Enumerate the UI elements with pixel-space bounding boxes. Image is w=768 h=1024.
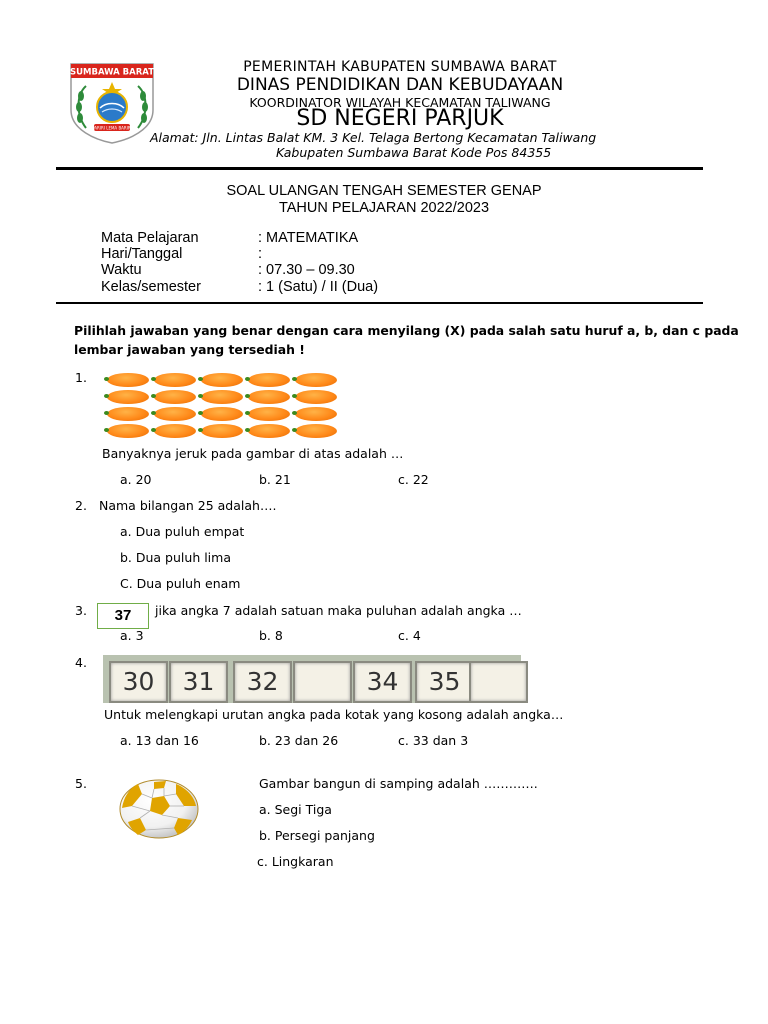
orange-fruit <box>248 424 290 438</box>
orange-fruit <box>201 424 243 438</box>
question-text: Gambar bangun di samping adalah …………. <box>259 776 538 791</box>
orange-fruit <box>201 407 243 421</box>
info-value-class: : 1 (Satu) / II (Dua) <box>258 279 379 295</box>
instructions-line1: Pilihlah jawaban yang benar dengan cara menyilang (X) pada salah satu huruf a, b, dan c pada <box>74 323 739 338</box>
instructions-line2: lembar jawaban yang tersediah ! <box>74 342 305 357</box>
info-value-subject: : MATEMATIKA <box>258 230 359 246</box>
option-c[interactable]: C. Dua puluh enam <box>120 576 241 591</box>
orange-fruit <box>201 390 243 404</box>
option-a[interactable]: a. Segi Tiga <box>259 802 332 817</box>
question-text: Banyaknya jeruk pada gambar di atas adalah … <box>102 446 404 461</box>
orange-fruit <box>295 390 337 404</box>
option-c[interactable]: c. 22 <box>398 472 429 487</box>
orange-fruit <box>248 407 290 421</box>
orange-fruit <box>107 390 149 404</box>
orange-fruit <box>295 407 337 421</box>
question-text: Untuk melengkapi urutan angka pada kotak yang kosong adalah angka… <box>104 707 564 722</box>
school-district-logo <box>68 60 156 144</box>
question-number: 2. <box>75 498 87 513</box>
header-coordinator: KOORDINATOR WILAYAH KECAMATAN TALIWANG <box>249 95 551 110</box>
number-box: 37 <box>97 603 149 629</box>
exam-year: TAHUN PELAJARAN 2022/2023 <box>278 200 490 216</box>
option-c[interactable]: c. Lingkaran <box>257 854 334 869</box>
logo-motto-text: PARIRI LEMA BARIRI <box>92 125 132 131</box>
oranges-picture <box>105 371 340 441</box>
orange-fruit <box>107 407 149 421</box>
option-b[interactable]: b. 8 <box>259 628 283 643</box>
question-number: 5. <box>75 776 87 791</box>
number-tile: 31 <box>169 661 228 703</box>
option-b[interactable]: b. 21 <box>259 472 291 487</box>
school-name: SD NEGERI PARJUK <box>296 106 504 131</box>
option-c[interactable]: c. 4 <box>398 628 421 643</box>
info-value-time: : 07.30 – 09.30 <box>258 262 355 278</box>
school-address-line1: Alamat: Jln. Lintas Balat KM. 3 Kel. Telaga Bertong Kecamatan Taliwang <box>150 130 597 145</box>
orange-fruit <box>295 373 337 387</box>
info-label-time: Waktu <box>101 262 142 278</box>
option-c[interactable]: c. 33 dan 3 <box>398 733 469 748</box>
orange-fruit <box>248 373 290 387</box>
number-sequence-strip <box>103 655 521 703</box>
option-b[interactable]: b. Persegi panjang <box>259 828 375 843</box>
number-tile: 32 <box>233 661 292 703</box>
logo-banner-text: SUMBAWA BARAT <box>69 67 155 78</box>
orange-fruit <box>154 390 196 404</box>
header-department: DINAS PENDIDIKAN DAN KEBUDAYAAN <box>236 75 564 95</box>
option-a[interactable]: a. 20 <box>120 472 152 487</box>
orange-fruit <box>107 424 149 438</box>
empty-number-tile <box>469 661 528 703</box>
orange-fruit <box>201 373 243 387</box>
orange-fruit <box>107 373 149 387</box>
option-a[interactable]: a. 13 dan 16 <box>120 733 199 748</box>
option-b[interactable]: b. 23 dan 26 <box>259 733 339 748</box>
orange-fruit <box>154 407 196 421</box>
school-address-line2: Kabupaten Sumbawa Barat Kode Pos 84355 <box>276 145 552 160</box>
option-a[interactable]: a. Dua puluh empat <box>120 524 245 539</box>
info-label-date: Hari/Tanggal <box>101 246 183 262</box>
question-text: Nama bilangan 25 adalah…. <box>99 498 277 513</box>
question-number: 3. <box>75 603 87 618</box>
info-divider <box>56 302 703 304</box>
number-tile: 35 <box>415 661 474 703</box>
number-tile: 34 <box>353 661 412 703</box>
orange-fruit <box>295 424 337 438</box>
soccer-ball-picture <box>118 778 200 840</box>
question-number: 1. <box>75 370 87 385</box>
empty-number-tile <box>293 661 352 703</box>
orange-fruit <box>154 424 196 438</box>
header-government: PEMERINTAH KABUPATEN SUMBAWA BARAT <box>243 59 557 75</box>
header-divider <box>56 167 703 170</box>
question-number: 4. <box>75 655 87 670</box>
info-value-date: : <box>258 246 263 262</box>
orange-fruit <box>154 373 196 387</box>
question-text: jika angka 7 adalah satuan maka puluhan adalah angka … <box>155 603 522 618</box>
option-b[interactable]: b. Dua puluh lima <box>120 550 231 565</box>
option-a[interactable]: a. 3 <box>120 628 144 643</box>
number-tile: 30 <box>109 661 168 703</box>
exam-title: SOAL ULANGAN TENGAH SEMESTER GENAP <box>226 183 542 199</box>
info-label-subject: Mata Pelajaran <box>101 230 199 246</box>
orange-fruit <box>248 390 290 404</box>
info-label-class: Kelas/semester <box>101 279 201 295</box>
